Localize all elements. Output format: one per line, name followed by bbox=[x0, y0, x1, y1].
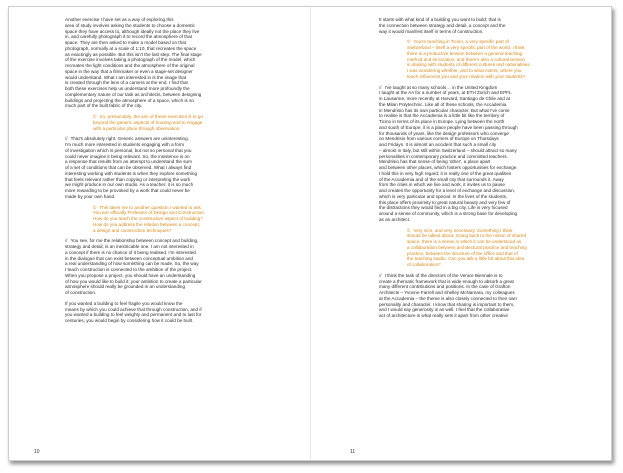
book-spread bbox=[8, 6, 612, 461]
question-marker: © bbox=[93, 204, 97, 210]
paragraph-text: So, presumably, the aim of these exercises is to go beyond the generic aspects of housing and to engage with a particular place through observation. bbox=[93, 114, 203, 131]
paragraph-text: You see, for me the relationship between concept and building, strategy and detail, is an inextricable one. I am not interested in a concept if there is no chance of it being realised. I'm interested in the dialogue that can exist between conceptual ambition and a real understanding of how something can be made. So, the way I teach construction is connected to the ambition of the project. When you propose a project, you should have an understanding of how you would like to build it; your ambition to create a particular atmosphere should really be grounded in an understanding of construction. bbox=[65, 238, 202, 295]
paragraph-text: It starts with what kind of a building you want to build; that is the connection between strategy and detail, a concept and the way it would manifest itself in terms of construction. bbox=[379, 17, 506, 34]
interview-question bbox=[379, 228, 611, 268]
question-marker: © bbox=[407, 227, 411, 233]
paragraph-text: Very nice, and very necessary. Something I think should be talked about. Going back to the notion of shared space, there is a sense in which it can be understood as a collaboration between architectural practice and teaching practice, between the structure of the office and that of the teaching studio. Can you talk a little bit about this idea of collaboration? bbox=[407, 227, 527, 267]
interview-answer bbox=[65, 136, 297, 199]
paragraph-text: That's absolutely right. Generic answers are uninteresting. I'm much more interested in students engaging with a form of investigation which is personal, but not so personal that you could never imagine it being relevant. So, the insistence is on a response that results from an attempt to understand the sum of a set of conditions that can be observed. What I always find interesting working with students is when they explore something that feels relevant rather than copying or interpreting the work we might produce in our own studio. As a teacher, it is so much more rewarding to be provoked by a work that could never be made by your own hand. bbox=[65, 136, 198, 199]
interview-question bbox=[65, 205, 297, 234]
paragraph-text: I've taught at so many schools… in the United Kingdom I taught at the AA for a number of years, at ETH Zurich and EPFL in Lausanne, more recently at Harvard, Santiago de Chile and at the Milan Polytechnic. Like all of these schools, the Accademia in Mendrisio has its own particular character. But what I've come to realise is that the Accademia is a little bit like the territory of Ticino in terms of its place in Europe. Lying between the north and south of Europe, it is a place people have been passing through for thousands of years, like the design professors who converge on Mendrisio from various corners of Europe on Thursdays and Fridays. It is almost an accident that such a small city – almost in Italy, but still within Switzerland – should attract so many personalities in contemporary practice and committed teachers. Mendrisio has that sense of being 'other', a place apart and between other places, which fosters opportunities for exchange. I hold this in very high regard; it is really one of the great qualities of the Accademia and of the small city that surrounds it. Away from the cities in which we live and work, it invites us to pause and creates the opportunity for a level of exchange and discussion, which is very particular and special. In the lives of the students, this place offers proximity to great natural beauty and very few of the distractions they would find in a big city. Life is very focused around a sense of community, which is a strong base for developing as an architect. bbox=[379, 84, 518, 222]
question-marker: © bbox=[407, 39, 411, 45]
paragraph-text: You're teaching in Ticino, a very specific part of Switzerland – itself a very specific part of the world. I think there is a productive tension between a general teaching method and its location, and there's also a cultural tension in dealing with students of different cultures and nationalities. I was wondering whether, and to what extent, where you teach influences you and your relation with your students? bbox=[407, 39, 531, 79]
answer-marker: // bbox=[65, 136, 68, 142]
body-paragraph bbox=[65, 17, 297, 109]
paragraph-text: Another exercise I have set as a way of exploring this area of study involves asking the students to choose a domestic space they have access to, although ideally not the place they live in, and carefully photograph it to record the atmosphere of that space. They are then asked to make a model based on that photograph, normally at a scale of 1:10, that recreates the space as exactingly as possible. But this isn't the last step. The final stage of the exercise involves taking a photograph of the model, which recreates the light conditions and the atmosphere of the original space in the way that a filmmaker or even a stage-set designer would understand. What I am interested in is the image that is created through the lens of a camera at the end. I find that both these exercises help us understand more profoundly the complementary nature of our task as architects, between designing buildings and projecting the atmosphere of a space, which is so much part of the built fabric of the city. bbox=[65, 17, 202, 109]
answer-marker: // bbox=[65, 238, 68, 244]
answer-marker: // bbox=[379, 84, 382, 90]
paragraph-text: This takes me to another question I wanted to ask. You are officially Professor of Design and Construction. How do you teach the constructive aspect of building? How do you address the relation between a concept, a design and construction techniques? bbox=[93, 204, 206, 233]
paragraph-text: I think the task of the directors of the Venice Biennale is to create a thematic framework that is wide enough to absorb a great many different contributions and positions. In the case of Grafton Architects – Yvonne Farrell and Shelley McNamara, my colleagues at the Accademia – the theme is also closely connected to their own personality and character. I know that sharing is important to them, and I would say generosity is as well. I feel that the collaborative act of architecture is what really sets it apart from other creative bbox=[379, 272, 517, 318]
body-paragraph bbox=[379, 17, 611, 34]
book-gutter bbox=[310, 7, 311, 460]
right-page bbox=[379, 17, 611, 452]
interview-question bbox=[379, 39, 611, 79]
page-number-left: 10 bbox=[34, 449, 40, 455]
interview-answer bbox=[65, 238, 297, 296]
body-paragraph bbox=[65, 301, 297, 324]
interview-question bbox=[65, 114, 297, 131]
answer-marker: // bbox=[379, 272, 382, 278]
interview-answer bbox=[379, 273, 611, 319]
left-page bbox=[65, 17, 297, 452]
interview-answer bbox=[379, 85, 611, 223]
question-marker: © bbox=[93, 114, 97, 119]
page-number-right: 11 bbox=[350, 449, 356, 455]
paragraph-text: If you wanted a building to feel fragile you would know the means by which you could achieve that through construction, and if you wanted a building to feel weighty and permanent and to last for centuries, you would begin by considering how it could be built. bbox=[65, 300, 202, 323]
